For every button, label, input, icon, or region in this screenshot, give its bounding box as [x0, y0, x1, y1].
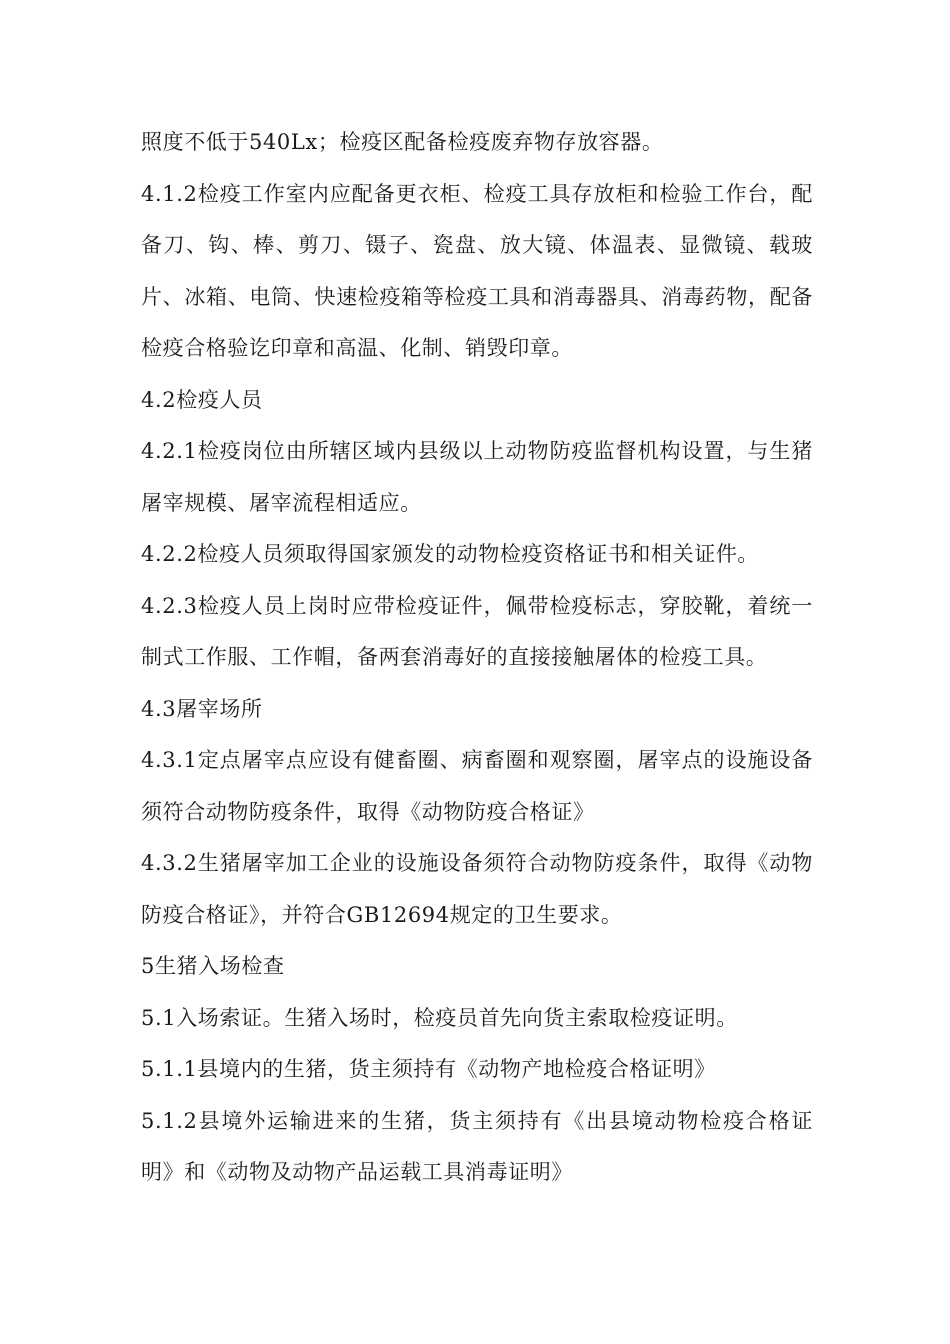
paragraph-4-3-1: 4.3.1定点屠宰点应设有健畜圈、病畜圈和观察圈，屠宰点的设施设备须符合动物防疫条件，取得《动物防疫合格证》: [141, 748, 813, 824]
paragraph-4-3-2: 4.3.2生猪屠宰加工企业的设施设备须符合动物防疫条件，取得《动物防疫合格证》，并符合GB12694规定的卫生要求。: [141, 851, 813, 927]
paragraph-5-1-1: 5.1.1县境内的生猪，货主须持有《动物产地检疫合格证明》: [141, 1057, 716, 1081]
paragraph-4-2-1: 4.2.1检疫岗位由所辖区域内县级以上动物防疫监督机构设置，与生猪屠宰规模、屠宰流程相适应。: [141, 439, 813, 515]
paragraph-5-1: 5.1入场索证。生猪入场时，检疫员首先向货主索取检疫证明。: [141, 1005, 738, 1030]
paragraph-lighting-requirement: 照度不低于540Lx；检疫区配备检疫废弃物存放容器。: [141, 130, 664, 154]
paragraph-5-1-2: 5.1.2县境外运输进来的生猪，货主须持有《出县境动物检疫合格证明》和《动物及动物产品运载工具消毒证明》: [141, 1108, 813, 1184]
paragraph-4-1-2: 4.1.2检疫工作室内应配备更衣柜、检疫工具存放柜和检验工作台，配备刀、钩、棒、剪刀、镊子、瓷盘、放大镜、体温表、显微镜、载玻片、冰箱、电筒、快速检疫箱等检疫工具和消毒器具、消毒药物，配备检疫合格验讫印章和高温、化制、销毁印章。: [141, 181, 813, 360]
heading-4-2: 4.2检疫人员: [141, 387, 263, 412]
paragraph-4-2-3: 4.2.3检疫人员上岗时应带检疫证件，佩带检疫标志，穿胶靴，着统一制式工作服、工作帽，备两套消毒好的直接接触屠体的检疫工具。: [141, 593, 813, 669]
paragraph-4-2-2: 4.2.2检疫人员须取得国家颁发的动物检疫资格证书和相关证件。: [141, 542, 760, 566]
document-body: [141, 117, 813, 1199]
heading-4-3: 4.3屠宰场所: [141, 696, 263, 721]
heading-5: 5生猪入场检查: [141, 954, 285, 978]
